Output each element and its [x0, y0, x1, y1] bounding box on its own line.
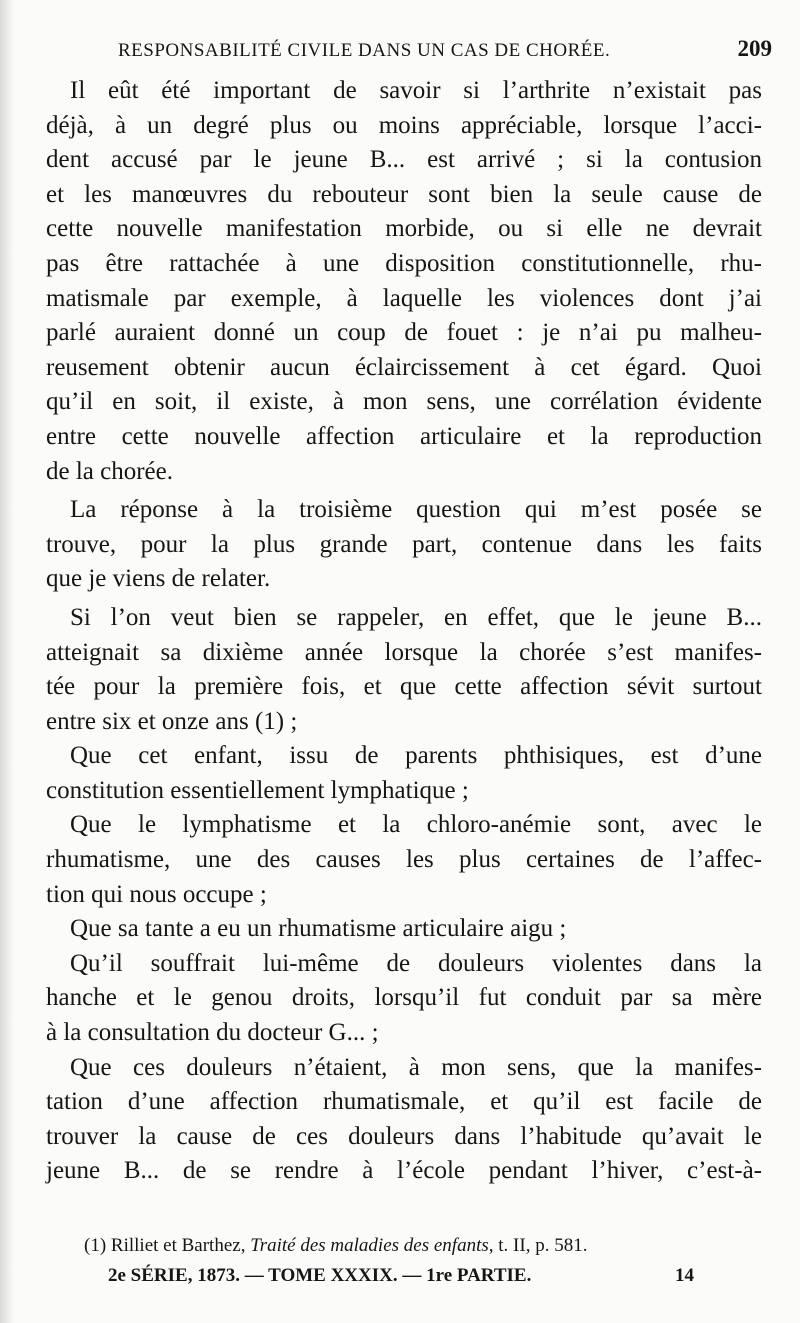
text-line: atteignait sa dixième année lorsque la chorée s’est manifes-: [46, 638, 762, 666]
text-line: rhumatisme, une des causes les plus certaines de l’affec-: [46, 846, 762, 874]
text-line: La réponse à la troisième question qui m’est posée se: [70, 496, 762, 524]
text-line: constitution essentiellement lymphatique ;: [46, 776, 469, 804]
text-line: de la chorée.: [46, 457, 174, 485]
footer-signature: 14: [675, 1265, 694, 1286]
text-line: dent accusé par le jeune B... est arrivé ; si la contusion: [46, 146, 762, 174]
footnote-marker: (1): [84, 1235, 107, 1256]
text-line: Que cet enfant, issu de parents phthisiques, est d’une: [70, 742, 762, 770]
body-text: [46, 74, 762, 1189]
text-line: matismale par exemple, à laquelle les violences dont j’ai: [46, 284, 762, 312]
text-line: jeune B... de se rendre à l’école pendant l’hiver, c’est-à-: [46, 1157, 762, 1185]
text-line: Il eût été important de savoir si l’arthrite n’existait pas: [70, 77, 762, 104]
text-line: Qu’il souffrait lui-même de douleurs violentes dans la: [70, 949, 762, 977]
running-title: RESPONSABILITÉ CIVILE DANS UN CAS DE CHORÉE.: [118, 40, 611, 61]
running-head: [112, 34, 772, 68]
text-line: qu’il en soit, il existe, à mon sens, une corrélation évidente: [46, 388, 762, 416]
text-line: tation d’une affection rhumatismale, et qu’il est facile de: [46, 1088, 762, 1116]
page-edge-shadow: [0, 0, 14, 1323]
text-line: Si l’on veut bien se rappeler, en effet, que le jeune B...: [70, 603, 762, 631]
text-line: que je viens de relater.: [46, 565, 271, 593]
text-line: tée pour la première fois, et que cette affection sévit surtout: [46, 673, 762, 701]
text-line: Que le lymphatisme et la chloro-anémie sont, avec le: [70, 811, 762, 839]
text-line: Que sa tante a eu un rhumatisme articulaire aigu ;: [70, 915, 567, 943]
text-line: et les manœuvres du rebouteur sont bien la seule cause de: [46, 180, 762, 208]
footnote-authors: Rilliet et Barthez,: [110, 1235, 246, 1256]
footer-series: 2e SÉRIE, 1873. — TOME XXXIX. — 1re PARTIE.: [108, 1265, 532, 1286]
footnote: [84, 1235, 770, 1257]
text-line: Que ces douleurs n’étaient, à mon sens, que la manifes-: [70, 1053, 762, 1081]
text-line: entre cette nouvelle affection articulaire et la reproduction: [46, 422, 762, 450]
text-line: trouver la cause de ces douleurs dans l’habitude qu’avait le: [46, 1122, 762, 1150]
text-line: hanche et le genou droits, lorsqu’il fut conduit par sa mère: [46, 984, 762, 1012]
text-line: trouve, pour la plus grande part, contenue dans les faits: [46, 530, 762, 558]
text-line: pas être rattachée à une disposition constitutionnelle, rhu-: [46, 249, 762, 277]
page-number: 209: [737, 36, 772, 61]
text-line: déjà, à un degré plus ou moins appréciable, lorsque l’acci-: [46, 111, 762, 139]
text-line: à la consultation du docteur G... ;: [46, 1019, 379, 1047]
page-footer: [108, 1265, 694, 1287]
footnote-title: Traité des maladies des enfants,: [250, 1235, 494, 1256]
text-line: parlé auraient donné un coup de fouet : je n’ai pu malheu-: [46, 319, 762, 347]
footnote-reference: t. II, p. 581.: [498, 1235, 588, 1256]
text-line: reusement obtenir aucun éclaircissement à cet égard. Quoi: [46, 353, 762, 381]
text-line: entre six et onze ans (1) ;: [46, 707, 298, 735]
text-line: tion qui nous occupe ;: [46, 880, 267, 908]
text-line: cette nouvelle manifestation morbide, ou si elle ne devrait: [46, 215, 762, 243]
